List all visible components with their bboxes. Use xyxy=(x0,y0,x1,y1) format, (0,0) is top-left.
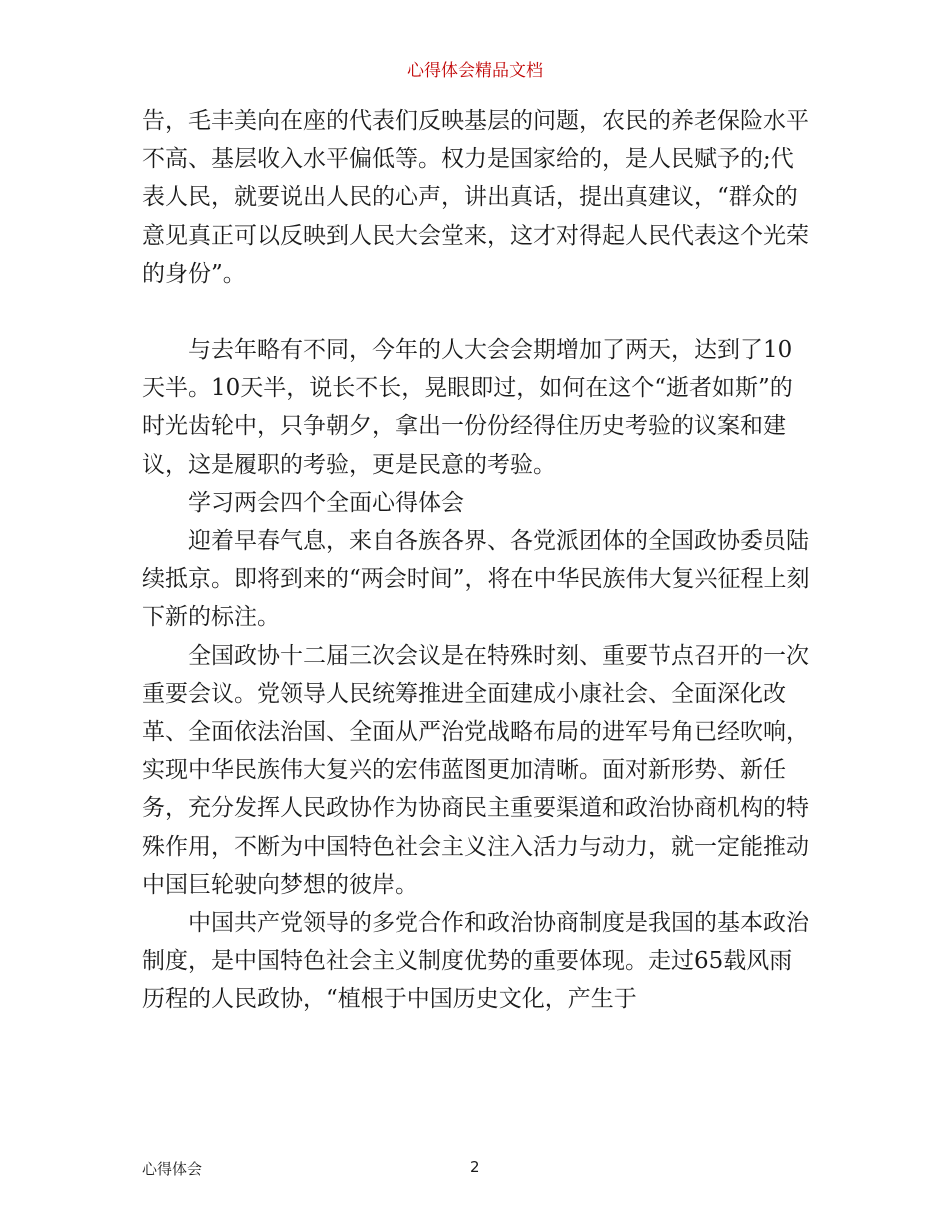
section-heading: 学习两会四个全面心得体会 xyxy=(188,489,464,516)
page-header-title: 心得体会精品文档 xyxy=(407,61,543,81)
footer-label: 心得体会 xyxy=(142,1160,203,1178)
page-number: 2 xyxy=(470,1158,480,1176)
paragraph: 与去年略有不同，今年的人大会会期增加了两天，达到了10天半。10天半，说长不长，晃眼即过，如何在这个“逝者如斯”的时光齿轮中，只争朝夕，拿出一份份经得住历史考验的议案和建议，这是履职的考验，更是民意的考验。 xyxy=(142,337,793,478)
paragraph: 中国共产党领导的多党合作和政治协商制度是我国的基本政治制度，是中国特色社会主义制度优势的重要体现。走过65载风雨历程的人民政协，“植根于中国历史文化，产生于 xyxy=(142,910,809,1013)
paragraph: 迎着早春气息，来自各族各界、各党派团体的全国政协委员陆续抵京。即将到来的“两会时间”，将在中华民族伟大复兴征程上刻下新的标注。 xyxy=(142,528,810,631)
document-body xyxy=(142,102,814,1019)
paragraph: 全国政协十二届三次会议是在特殊时刻、重要节点召开的一次重要会议。党领导人民统筹推进全面建成小康社会、全面深化改革、全面依法治国、全面从严治党战略布局的进军号角已经吹响，实现中华民族伟大复兴的宏伟蓝图更加清晰。面对新形势、新任务，充分发挥人民政协作为协商民主重要渠道和政治协商机构的特殊作用，不断为中国特色社会主义注入活力与动力，就一定能推动中国巨轮驶向梦想的彼岸。 xyxy=(142,642,809,898)
paragraph-continuation: 告，毛丰美向在座的代表们反映基层的问题，农民的养老保险水平不高、基层收入水平偏低等。权力是国家给的，是人民赋予的;代表人民，就要说出人民的心声，讲出真话，提出真建议，“群众的意见真正可以反映到人民大会堂来，这才对得起人民代表这个光荣的身份”。 xyxy=(142,108,809,287)
